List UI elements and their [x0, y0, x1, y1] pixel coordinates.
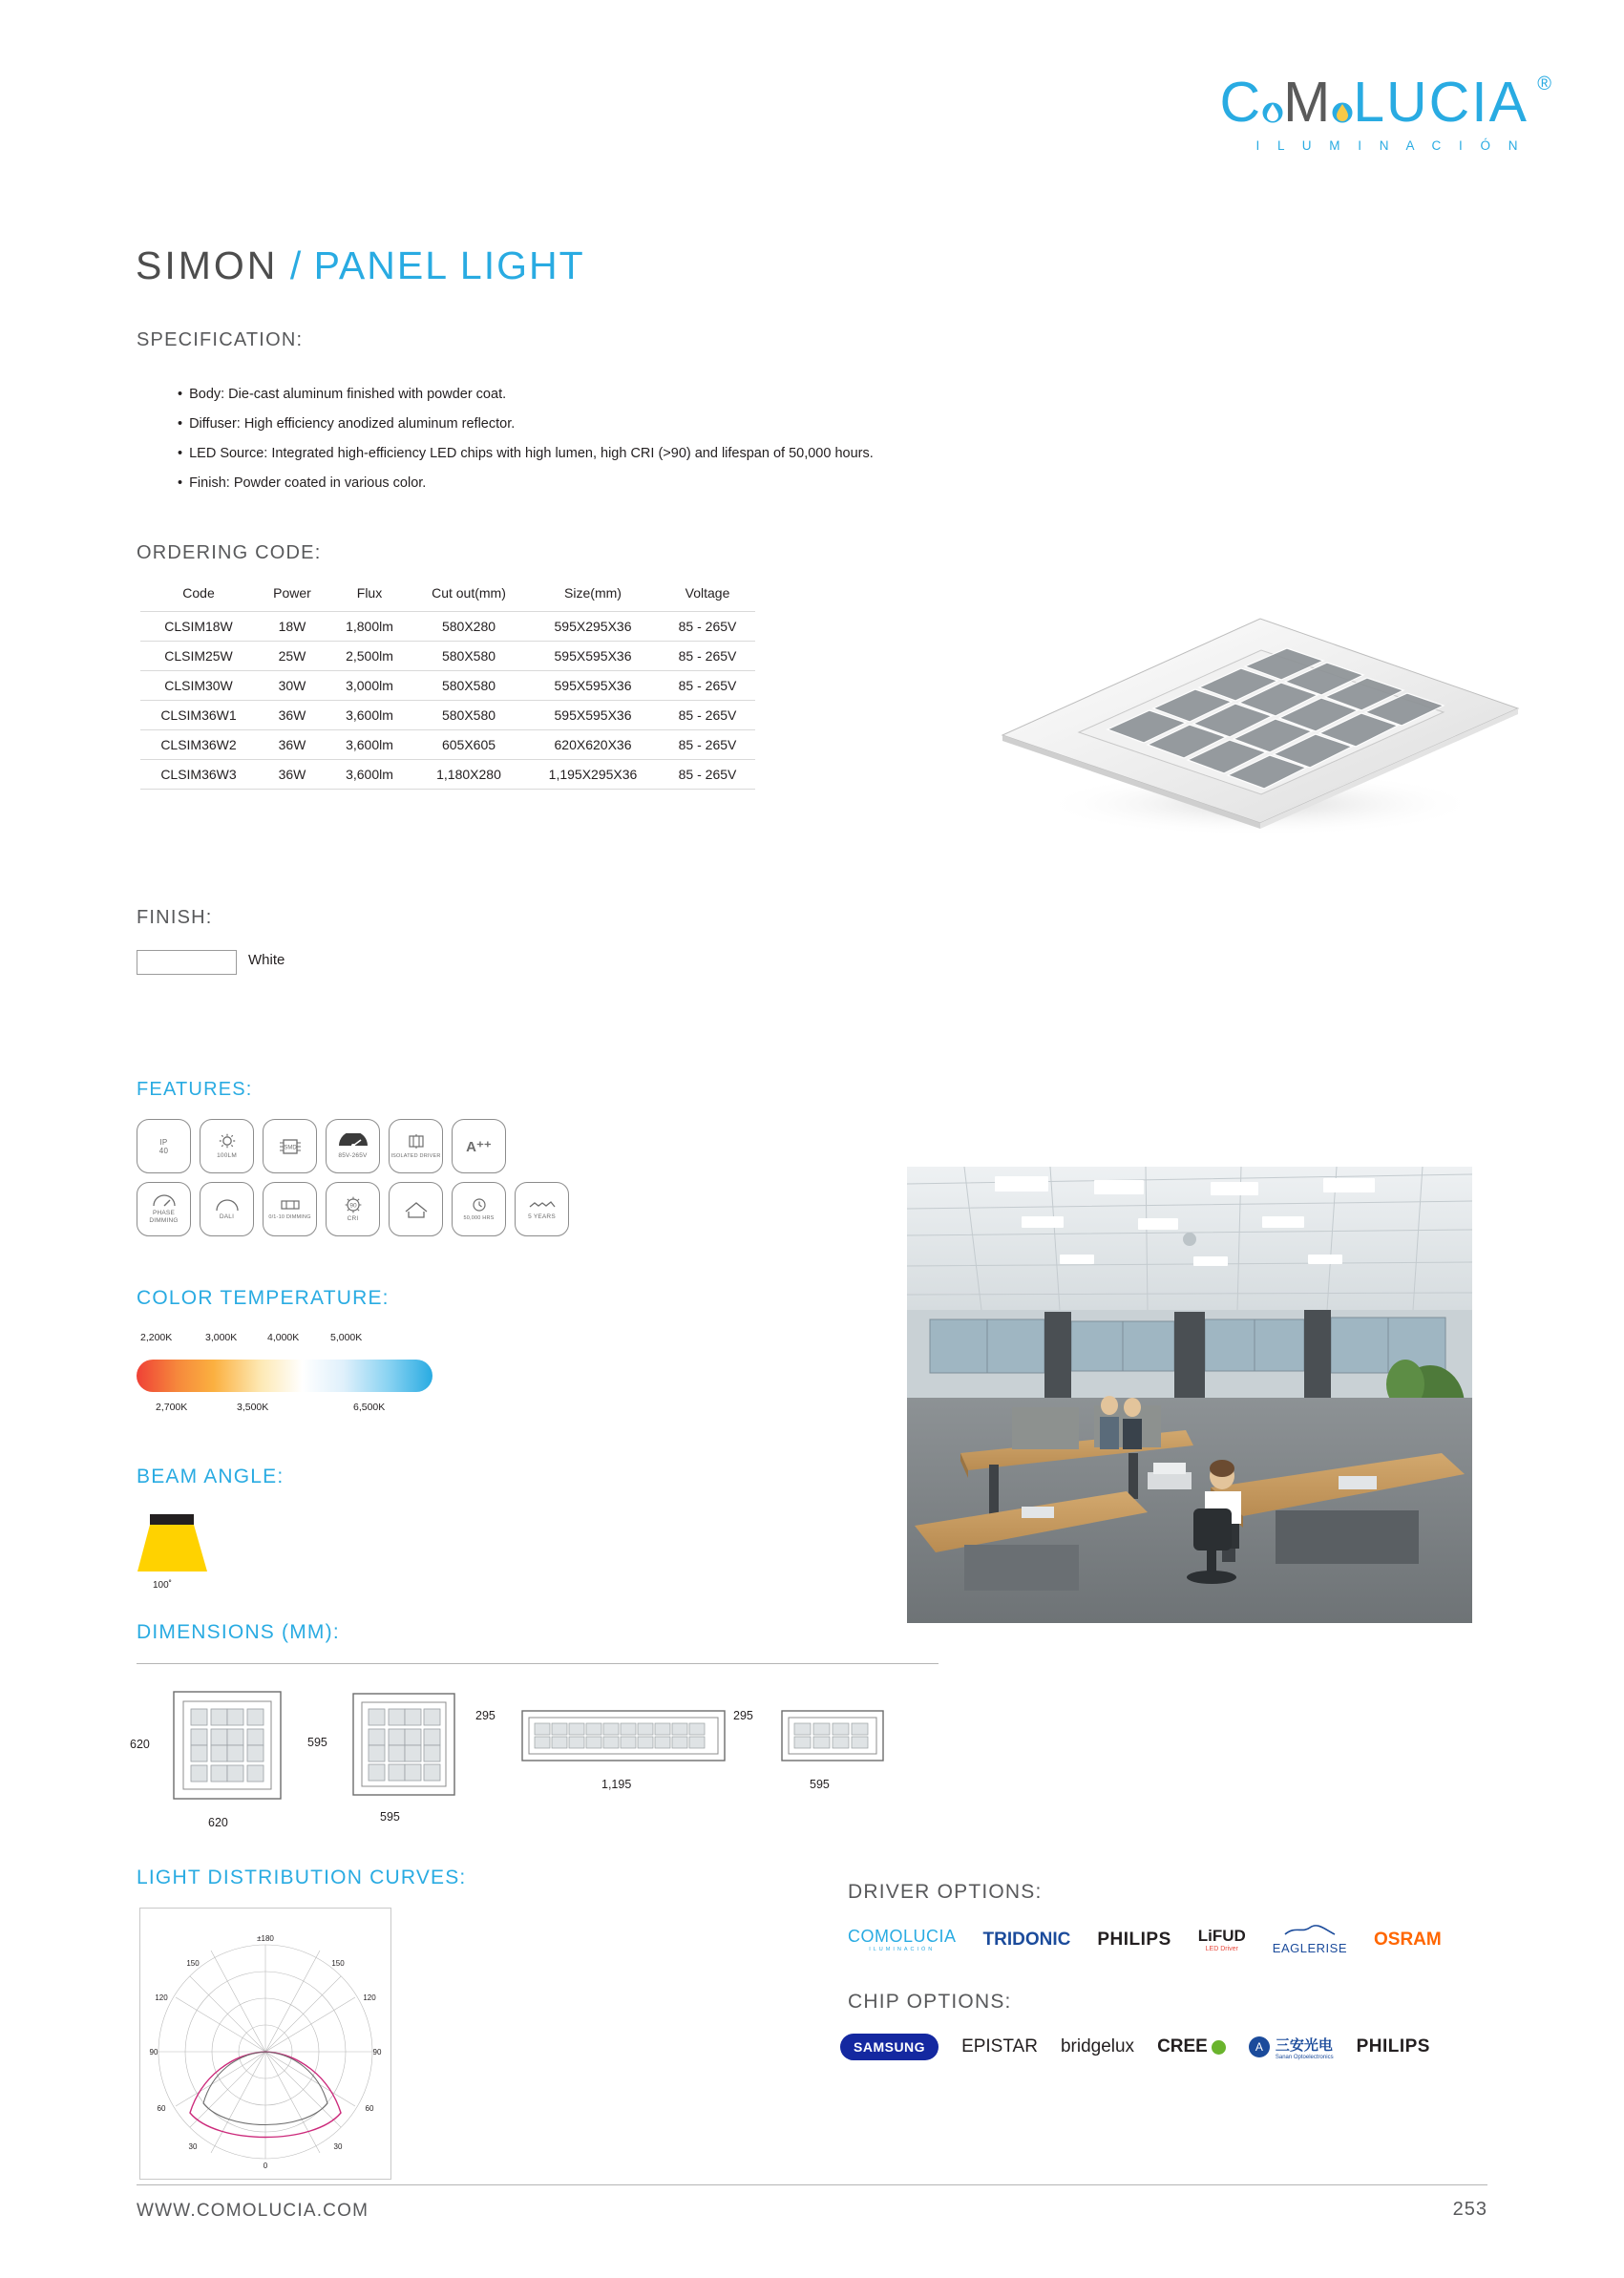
cell-flux: 2,500lm — [327, 642, 411, 671]
dimming-range-label: 0/1-10 DIMMING — [268, 1213, 311, 1220]
cell-power: 36W — [257, 701, 327, 730]
cell-cutout: 580X580 — [411, 701, 526, 730]
cell-voltage: 85 - 265V — [660, 612, 755, 642]
cell-flux: 1,800lm — [327, 612, 411, 642]
beam-angle-value: 100˚ — [153, 1580, 173, 1591]
th-flux: Flux — [356, 585, 383, 601]
bridgelux-chip-logo: bridgelux — [1060, 2036, 1135, 2057]
phase-dimming-icon — [137, 1182, 191, 1236]
logo-c: C — [1219, 71, 1263, 134]
osram-driver-logo: OSRAM — [1374, 1929, 1442, 1950]
cell-size: 1,195X295X36 — [526, 760, 660, 790]
dali-icon — [200, 1182, 254, 1236]
cell-size: 620X620X36 — [526, 730, 660, 760]
light-distribution-chart — [139, 1908, 391, 2180]
th-size: Size(mm) — [564, 585, 622, 601]
spec-item-4: • Finish: Powder coated in various color. — [178, 469, 1190, 498]
product-image — [974, 601, 1547, 850]
cell-size: 595X595X36 — [526, 642, 660, 671]
dim-595-height-label: 595 — [307, 1736, 327, 1749]
beam-angle-heading: BEAM ANGLE: — [137, 1466, 285, 1487]
cell-size: 595X295X36 — [526, 612, 660, 642]
sanan-chip-logo: A 三安光电 Sanan Optoelectronics — [1249, 2035, 1334, 2060]
logo-tagline: I L U M I N A C I Ó N — [1255, 138, 1525, 153]
registered-mark: ® — [1537, 74, 1553, 95]
page-number: 253 — [1452, 2199, 1487, 2220]
cell-code: CLSIM30W — [140, 671, 257, 701]
cell-cutout: 1,180X280 — [411, 760, 526, 790]
svg-text:60: 60 — [157, 2104, 166, 2113]
cell-cutout: 605X605 — [411, 730, 526, 760]
table-row — [140, 760, 755, 790]
chip-options-logos — [840, 2034, 1508, 2060]
cell-code: CLSIM36W1 — [140, 701, 257, 730]
footer-website[interactable]: WWW.COMOLUCIA.COM — [137, 2201, 369, 2221]
cell-flux: 3,600lm — [327, 701, 411, 730]
dim-1195-width-label: 1,195 — [601, 1778, 632, 1791]
svg-text:90: 90 — [348, 1202, 357, 1209]
epistar-chip-logo: EPISTAR — [961, 2036, 1038, 2057]
cell-cutout: 580X580 — [411, 671, 526, 701]
cell-voltage: 85 - 265V — [660, 760, 755, 790]
ct-label-2200k: 2,200K — [140, 1332, 173, 1343]
dimensions-divider — [137, 1663, 939, 1664]
chip-options-heading: CHIP OPTIONS: — [848, 1991, 1012, 2013]
cell-power: 36W — [257, 730, 327, 760]
smd-icon — [263, 1119, 317, 1173]
philips-chip-logo: PHILIPS — [1356, 2036, 1430, 2057]
table-header-row — [140, 579, 755, 612]
logo-wordmark — [1219, 71, 1553, 134]
ct-bottom-labels — [137, 1402, 461, 1417]
cell-voltage: 85 - 265V — [660, 671, 755, 701]
svg-text:120: 120 — [363, 1993, 376, 2002]
dimensions-heading: DIMENSIONS (MM): — [137, 1621, 340, 1643]
dim-595-short-figure — [780, 1709, 885, 1767]
cell-code: CLSIM36W3 — [140, 760, 257, 790]
th-power: Power — [273, 585, 311, 601]
tridonic-driver-logo: TRIDONIC — [982, 1929, 1071, 1950]
warranty-label: 5 YEARS — [528, 1213, 556, 1220]
table-row — [140, 730, 755, 760]
th-code: Code — [182, 585, 215, 601]
comolucia-driver-logo: COMOLUCIA ILUMINACIÓN — [848, 1927, 957, 1952]
warranty-icon — [515, 1182, 569, 1236]
ordering-code-heading: ORDERING CODE: — [137, 542, 322, 563]
lifud-driver-logo: LiFUD LED Driver — [1197, 1927, 1246, 1952]
energy-class-icon — [452, 1119, 506, 1173]
features-grid — [137, 1119, 633, 1245]
philips-driver-logo: PHILIPS — [1097, 1929, 1171, 1950]
ip40-icon — [137, 1119, 191, 1173]
cell-flux: 3,600lm — [327, 730, 411, 760]
cri90-icon — [326, 1182, 380, 1236]
footer-divider — [137, 2184, 1487, 2185]
dim-620-figure — [172, 1690, 283, 1807]
svg-text:60: 60 — [365, 2104, 374, 2113]
beam-angle-diagram — [137, 1512, 232, 1579]
ip40-line1: IP — [159, 1137, 168, 1147]
dim-595-short-width-label: 595 — [810, 1778, 830, 1791]
ct-label-4000k: 4,000K — [267, 1332, 300, 1343]
cell-voltage: 85 - 265V — [660, 642, 755, 671]
cree-dot-icon — [1212, 2040, 1226, 2055]
specification-list — [139, 380, 1190, 498]
sanan-mark-icon: A — [1249, 2036, 1270, 2057]
lifespan-label: 50,000 HRS — [463, 1214, 495, 1221]
logo-drop-icon — [1262, 96, 1283, 125]
cell-code: CLSIM18W — [140, 612, 257, 642]
cri-label: CRI — [347, 1214, 359, 1222]
ordering-code-table — [140, 579, 755, 790]
ct-label-2700k: 2,700K — [156, 1402, 188, 1413]
spec-item-3: • LED Source: Integrated high-efficiency LED chips with high lumen, high CRI (>90) and lifespan of 50,000 hours. — [178, 439, 1190, 469]
svg-text:90: 90 — [372, 2048, 382, 2057]
color-temperature-heading: COLOR TEMPERATURE: — [137, 1287, 390, 1309]
svg-text:120: 120 — [155, 1993, 168, 2002]
cree-chip-logo: CREE — [1157, 2036, 1226, 2057]
features-row-1 — [137, 1119, 633, 1173]
finish-heading: FINISH: — [137, 907, 213, 928]
cell-code: CLSIM25W — [140, 642, 257, 671]
cell-flux: 3,600lm — [327, 760, 411, 790]
voltage-icon — [326, 1119, 380, 1173]
dim-595-short-height-label: 295 — [733, 1709, 753, 1722]
eagle-icon — [1283, 1924, 1337, 1936]
cell-power: 30W — [257, 671, 327, 701]
lifespan-icon — [452, 1182, 506, 1236]
spec-item-2: • Diffuser: High efficiency anodized aluminum reflector. — [178, 410, 1190, 439]
cell-power: 25W — [257, 642, 327, 671]
driver-options-heading: DRIVER OPTIONS: — [848, 1881, 1043, 1903]
dim-620-height-label: 620 — [130, 1738, 150, 1751]
application-photo — [907, 1167, 1472, 1623]
product-model: SIMON — [136, 243, 279, 287]
isolated-driver-icon — [389, 1119, 443, 1173]
light-distribution-heading: LIGHT DISTRIBUTION CURVES: — [137, 1867, 467, 1888]
cell-flux: 3,000lm — [327, 671, 411, 701]
color-temperature-gradient-bar — [137, 1360, 432, 1392]
dali-label: DALI — [219, 1213, 235, 1220]
energy-class-label: A⁺⁺ — [466, 1138, 492, 1155]
driver-options-logos — [848, 1924, 1497, 1955]
table-row — [140, 701, 755, 730]
ct-top-labels — [137, 1332, 452, 1347]
cell-cutout: 580X580 — [411, 642, 526, 671]
ip40-line2: 40 — [158, 1146, 169, 1155]
eaglerise-driver-logo: EAGLERISE — [1273, 1924, 1347, 1955]
svg-text:0: 0 — [263, 2162, 268, 2170]
finish-swatch-white[interactable] — [137, 950, 237, 975]
0-10-dimming-icon — [263, 1182, 317, 1236]
cell-size: 595X595X36 — [526, 701, 660, 730]
svg-text:30: 30 — [333, 2142, 343, 2151]
cell-cutout: 580X280 — [411, 612, 526, 642]
ct-label-5000k: 5,000K — [330, 1332, 363, 1343]
isolated-driver-label: ISOLATED DRIVER — [390, 1152, 441, 1159]
indoor-icon — [389, 1182, 443, 1236]
lumen-icon — [200, 1119, 254, 1173]
svg-text:SMD: SMD — [283, 1145, 297, 1150]
spec-item-1: • Body: Die-cast aluminum finished with powder coat. — [178, 380, 1190, 410]
table-row — [140, 612, 755, 642]
samsung-chip-logo: SAMSUNG — [840, 2034, 939, 2060]
svg-text:150: 150 — [331, 1959, 345, 1968]
table-row — [140, 642, 755, 671]
dim-595-width-label: 595 — [380, 1810, 400, 1824]
dim-1195-height-label: 295 — [475, 1709, 496, 1722]
page-title — [136, 243, 585, 288]
logo-m: M — [1283, 71, 1333, 134]
logo-drop-icon-2 — [1332, 96, 1353, 125]
lumen-label: 100LM — [217, 1151, 237, 1159]
svg-text:30: 30 — [188, 2142, 198, 2151]
finish-swatch-label: White — [248, 952, 285, 968]
cell-power: 36W — [257, 760, 327, 790]
features-row-2 — [137, 1182, 633, 1236]
cell-voltage: 85 - 265V — [660, 701, 755, 730]
ct-label-3500k: 3,500K — [237, 1402, 269, 1413]
features-heading: FEATURES: — [137, 1079, 253, 1100]
dim-1195-figure — [520, 1709, 727, 1767]
title-separator: / — [289, 243, 303, 287]
th-voltage: Voltage — [685, 585, 730, 601]
ct-label-3000k: 3,000K — [205, 1332, 238, 1343]
table-row — [140, 671, 755, 701]
logo-lucia: LUCIA — [1353, 71, 1529, 134]
dim-620-width-label: 620 — [208, 1816, 228, 1829]
th-cutout: Cut out(mm) — [432, 585, 506, 601]
product-type: PANEL LIGHT — [313, 243, 585, 287]
dim-595-figure — [351, 1692, 456, 1803]
cell-voltage: 85 - 265V — [660, 730, 755, 760]
svg-text:150: 150 — [186, 1959, 200, 1968]
cell-power: 18W — [257, 612, 327, 642]
phase-dimming-label: PHASE DIMMING — [149, 1209, 179, 1224]
brand-logo — [1219, 71, 1553, 153]
voltage-label: 85V-265V — [338, 1151, 368, 1159]
cell-code: CLSIM36W2 — [140, 730, 257, 760]
cell-size: 595X595X36 — [526, 671, 660, 701]
specification-heading: SPECIFICATION: — [137, 329, 304, 350]
svg-text:90: 90 — [149, 2048, 158, 2057]
ct-label-6500k: 6,500K — [353, 1402, 386, 1413]
svg-text:±180: ±180 — [257, 1934, 274, 1943]
